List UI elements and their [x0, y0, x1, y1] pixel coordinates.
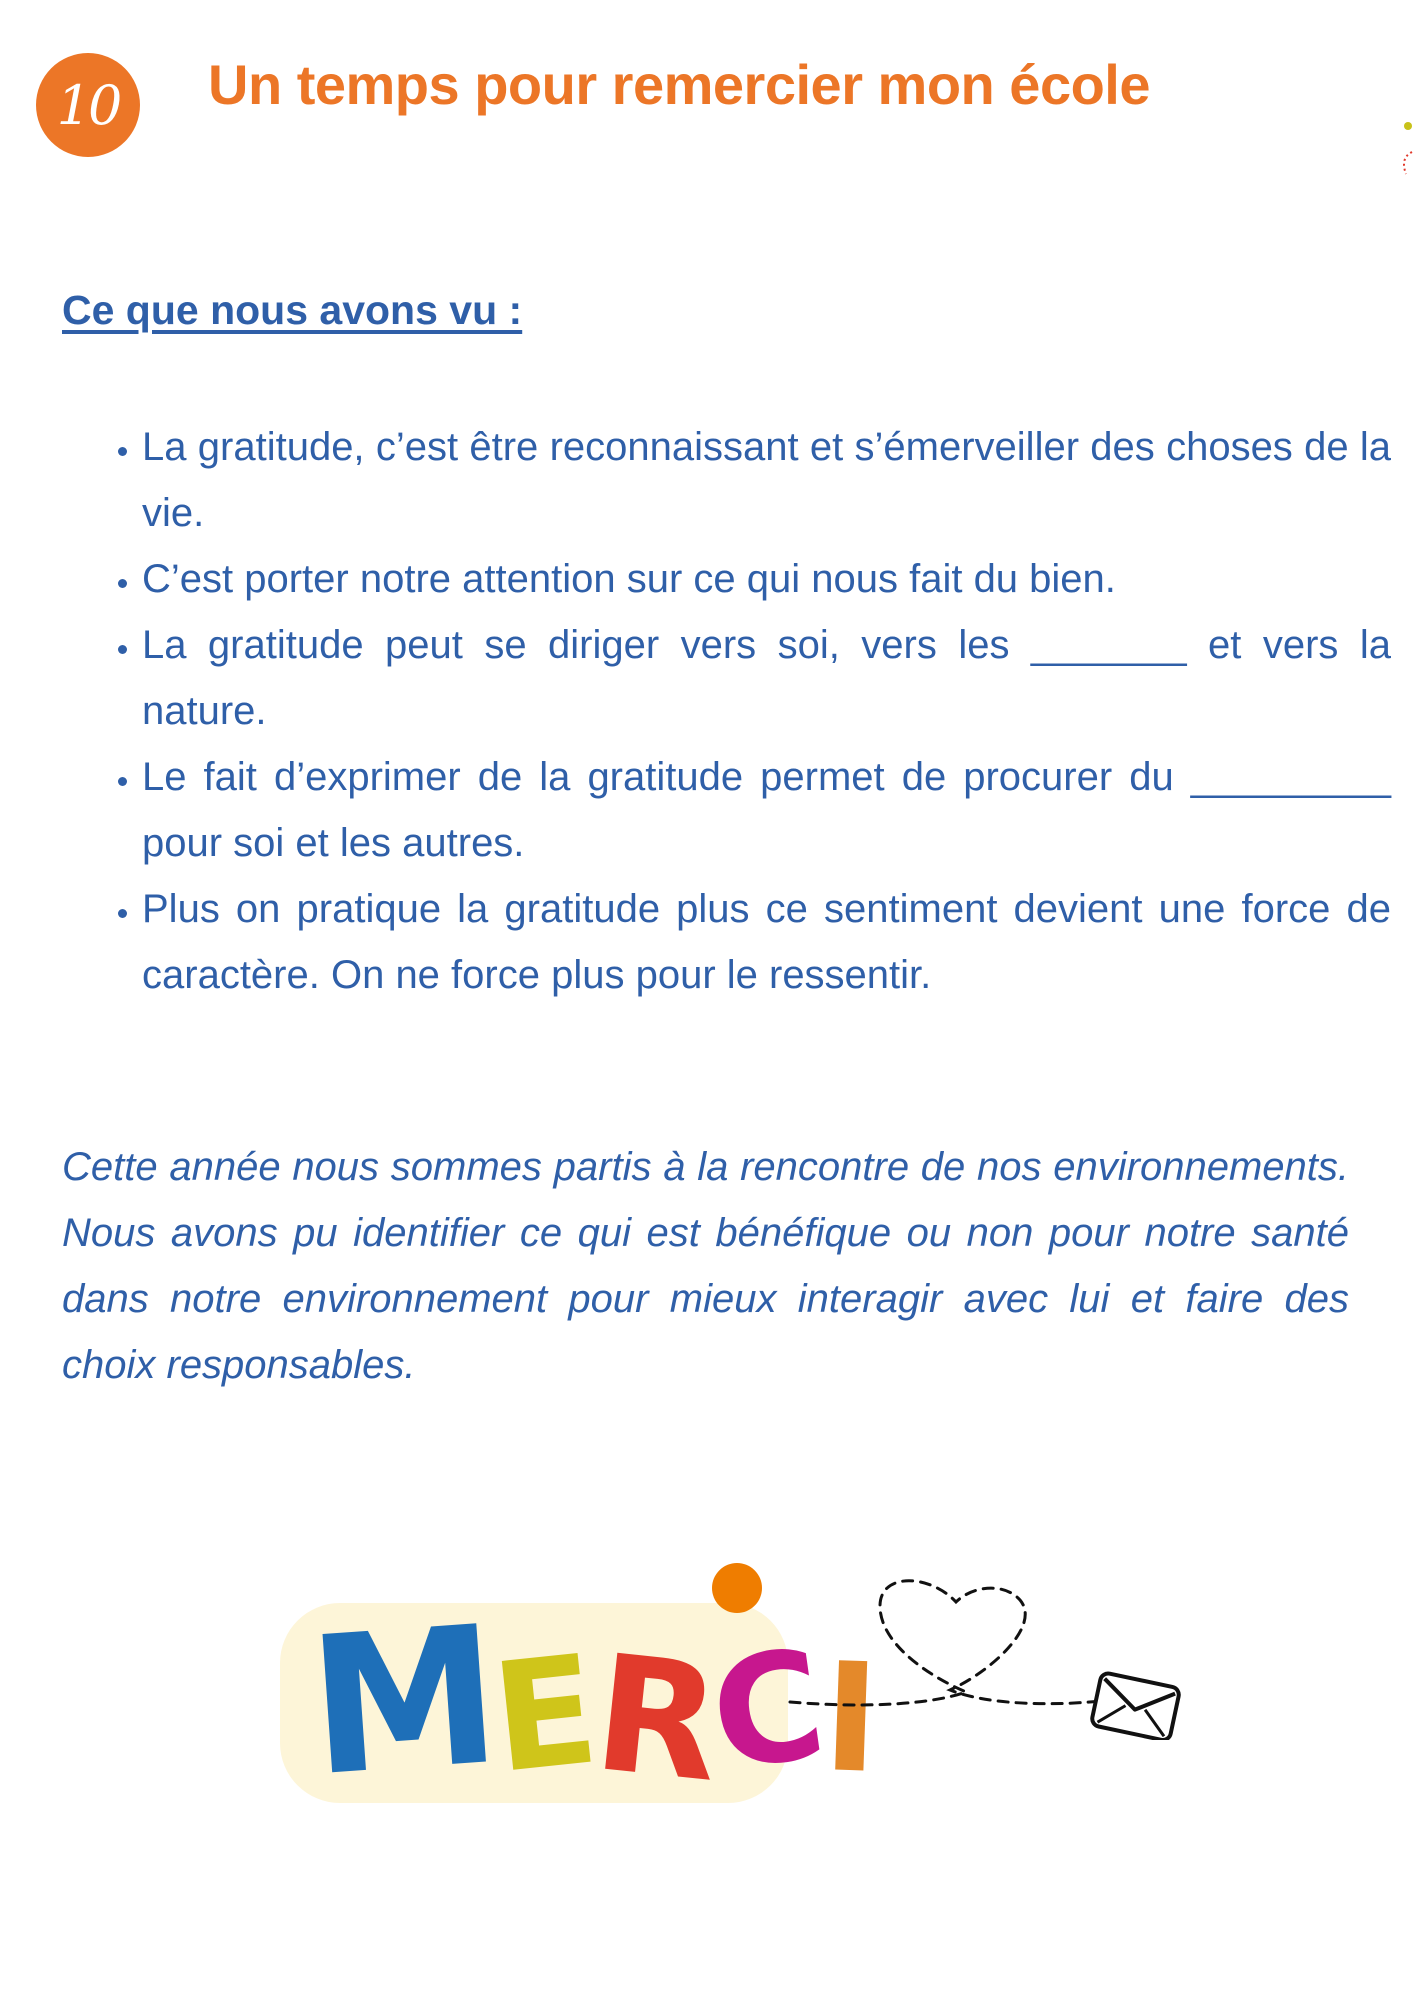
merci-letter: R — [586, 1619, 729, 1818]
list-item: • C’est porter notre attention sur ce qui nous fait du bien. — [142, 546, 1391, 612]
closing-paragraph: Cette année nous sommes partis à la rencontre de nos environnements. Nous avons pu identifier ce qui est bénéfique ou non pour notre santé dans notre environnement pour mieux interagir avec lui et faire des choix responsables. — [62, 1145, 1349, 1387]
merci-dot — [712, 1563, 762, 1613]
bullet-list — [100, 414, 1391, 1008]
list-item: • Plus on pratique la gratitude plus ce sentiment devient une force de caractère. On ne force plus pour le ressentir. — [142, 876, 1391, 1008]
list-item: • Le fait d’exprimer de la gratitude permet de procurer du _________ pour soi et les autres. — [142, 744, 1391, 876]
merci-letter: M — [302, 1584, 507, 1819]
section-number-badge: 10 — [36, 53, 140, 157]
merci-letter: E — [485, 1623, 606, 1807]
section-heading: Ce que nous avons vu : — [62, 287, 523, 333]
merci-letter: C — [701, 1617, 835, 1805]
merci-letter: I — [820, 1631, 882, 1807]
heart-dashed-path-icon — [780, 1560, 1200, 1740]
page-title: Un temps pour remercier mon école — [208, 53, 1151, 116]
corner-decoration-icon — [1396, 118, 1414, 188]
envelope-icon — [1091, 1672, 1180, 1740]
list-item: • La gratitude, c’est être reconnaissant et s’émerveiller des choses de la vie. — [142, 414, 1391, 546]
list-item: • La gratitude peut se diriger vers soi, vers les _______ et vers la nature. — [142, 612, 1391, 744]
